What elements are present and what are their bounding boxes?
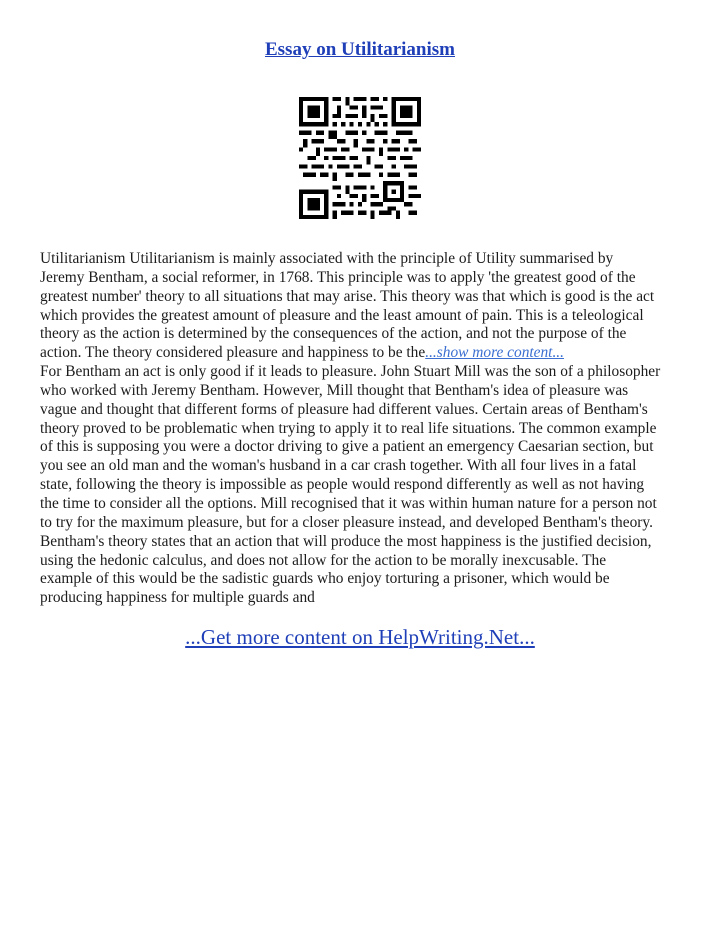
qr-code-icon (299, 97, 421, 219)
document-title[interactable]: Essay on Utilitarianism (264, 39, 456, 60)
essay-paragraph-1 (40, 250, 682, 363)
essay-body (40, 250, 682, 608)
essay-paragraph-2: For Bentham an act is only good if it leads to pleasure. John Stuart Mill was the son of a philosopher who worked with Jeremy Bentham. However, Mill thought that Bentham's idea of pleasure was vague and thought that different forms of pleasure had different values. Certain areas of Bentham's theory proved to be problematic when trying to apply it to real life situations. The common example of this is supposing you were a doctor driving to give a patient an emergency Caesarian section, but you see an old man and the woman's husband in a car crash together. With all four lives in a fatal state, following the theory is impossible as people would respond differently as well as not having the time to consider all the options. Mill recognised that it was within human nature for a person not to try for the maximum pleasure, but for a closer pleasure instead, and developed Bentham's theory. Bentham's theory states that an action that will produce the most happiness is the justified decision, using the hedonic calculus, and does not allow for the action to be morally inexcusable. The example of this would be the sadistic guards who enjoy torturing a prisoner, which would be producing happiness for multiple guards and (40, 363, 661, 607)
get-more-content-link[interactable]: ...Get more content on HelpWriting.Net... (185, 625, 535, 649)
paragraph-1-text: Utilitarianism Utilitarianism is mainly associated with the principle of Utility summarised by Jeremy Bentham, a social reformer, in 1768. This principle was to apply 'the greatest good of the greatest number' theory to all situations that may arise. This theory was that which is good is the act which provides the greatest amount of pleasure and the least amount of pain. This is a teleological theory as the action is determined by the consequences of the action, and not the purpose of the action. The theory considered pleasure and happiness to be the (40, 250, 655, 362)
show-more-link[interactable]: ...show more content... (425, 344, 565, 362)
